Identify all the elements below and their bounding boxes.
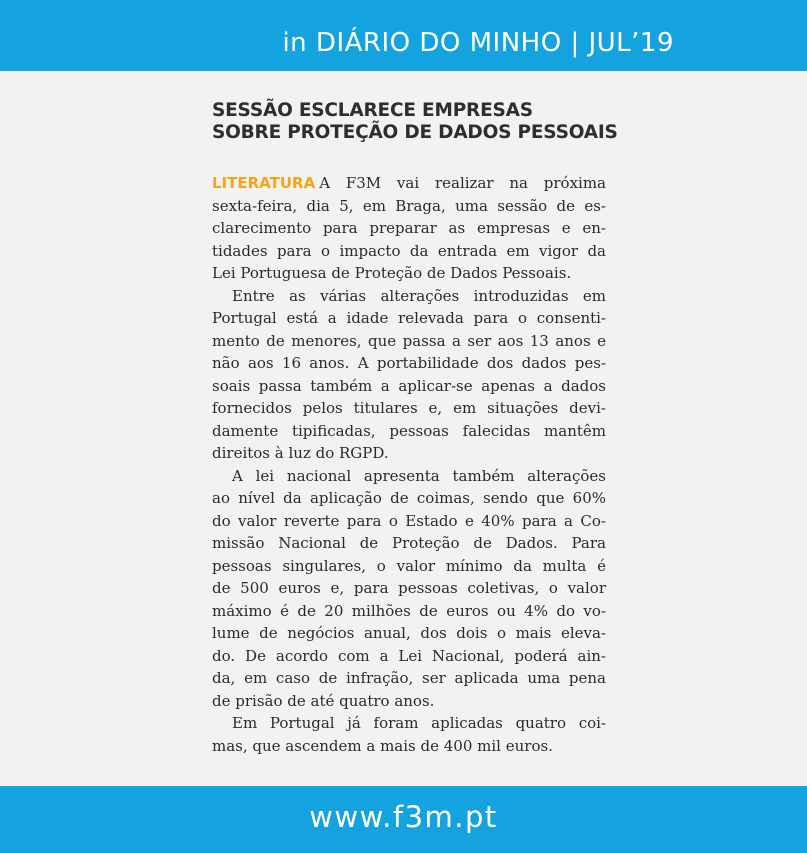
text-line: de prisão de até quatro anos. [212,691,435,710]
text-line: sexta-feira, dia 5, em Braga, uma sessão de es- [212,196,606,215]
text-line: missão Nacional de Proteção de Dados. Para [212,534,606,552]
text-line: máximo é de 20 milhões de euros ou 4% do vo- [212,601,606,620]
text-line: do valor reverte para o Estado e 40% para a Co- [212,511,606,530]
text-line: de 500 euros e, para pessoas coletivas, o valor [212,579,606,597]
text-line: A lei nacional apresenta também alterações [232,466,606,485]
text-line: soais passa também a aplicar-se apenas a dados [212,376,606,395]
paragraph-4 [212,712,606,757]
text-line: clarecimento para preparar as empresas e en- [212,219,606,237]
text-line: direitos à luz do RGPD. [212,444,389,462]
text-line: ao nível da aplicação de coimas, sendo que 60% [212,489,606,507]
headline-line: SESSÃO ESCLARECE EMPRESAS [212,100,533,121]
text-line: Entre as várias alterações introduzidas em [232,286,606,305]
text-line: Portugal está a idade relevada para o consenti- [212,309,606,327]
text-line: Lei Portuguesa de Proteção de Dados Pessoais. [212,264,572,282]
text-line: mas, que ascendem a mais de 400 mil euros. [212,736,553,755]
paragraph-2 [212,285,606,465]
text-line: tidades para o impacto da entrada em vigor da [212,241,606,260]
text-line: mento de menores, que passa a ser aos 13 anos e [212,331,606,350]
header-bar [0,0,807,71]
publication-source: in DIÁRIO DO MINHO | JUL’19 [282,28,674,58]
text-line: Em Portugal já foram aplicadas quatro coi- [232,714,606,732]
article [212,100,618,757]
text-line: damente tipificadas, pessoas falecidas mantêm [212,421,606,440]
text-line: pessoas singulares, o valor mínimo da multa é [212,556,606,575]
text-line: LITERATURA A F3M vai realizar na próxima [212,174,606,192]
paragraph-1 [212,172,606,285]
text-line: não aos 16 anos. A portabilidade dos dados pes- [212,354,606,372]
website-link[interactable]: www.f3m.pt [309,800,498,834]
text-line: lume de negócios anual, dos dois o mais eleva- [212,624,606,642]
section-kicker: LITERATURA [212,174,316,192]
text-line: do. De acordo com a Lei Nacional, poderá ain- [212,646,606,665]
footer-bar [0,786,807,853]
text-line: da, em caso de infração, ser aplicada uma pena [212,669,606,687]
paragraph-3 [212,465,606,713]
article-body [212,172,606,757]
headline-line: SOBRE PROTEÇÃO DE DADOS PESSOAIS [212,122,618,143]
article-headline [212,100,618,144]
text-line: fornecidos pelos titulares e, em situações devi- [212,399,606,417]
